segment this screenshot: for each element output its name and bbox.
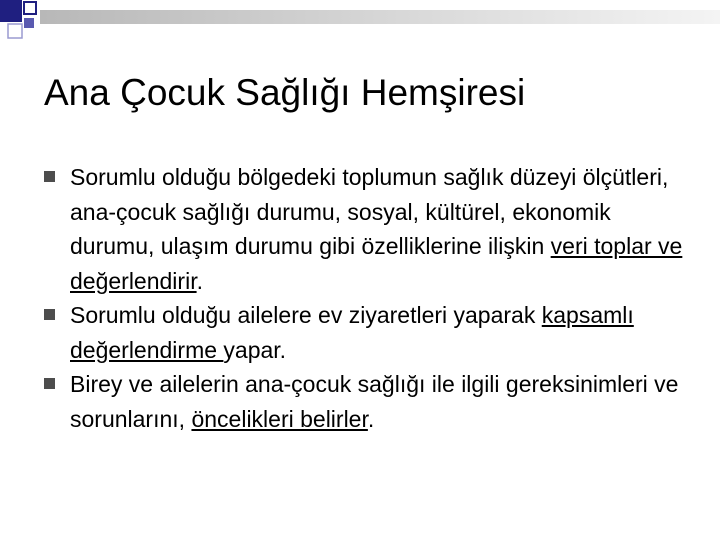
bullet-item (0, 367, 720, 436)
accent-square-small (24, 2, 36, 14)
accent-square-mid (24, 18, 34, 28)
bullet-emphasis: veri toplar ve değerlendirir (70, 233, 683, 294)
bullet-emphasis: kapsamlı değerlendirme (70, 302, 634, 363)
bullet-emphasis: öncelikleri belirler (191, 405, 368, 432)
header-decoration (0, 0, 720, 40)
bullet-text: Sorumlu olduğu ailelere ev ziyaretleri yaparak (70, 302, 542, 328)
accent-square-large (0, 0, 22, 22)
bullet-text: Sorumlu olduğu bölgedeki toplumun sağlık düzeyi ölçütleri, ana-çocuk sağlığı durumu, sosyal, kültürel, ekonomik durumu, ulaşım durumu gibi özelliklerine ilişkin (70, 164, 669, 259)
bullet-square-icon (44, 309, 55, 320)
bullet-text-end: yapar. (223, 336, 287, 363)
bullet-item (0, 160, 720, 298)
header-bar (40, 10, 720, 24)
bullet-text: Birey ve ailelerin ana-çocuk sağlığı ile ilgili gereksinimleri ve sorunlarını, (70, 371, 679, 432)
bullet-square-icon (44, 171, 55, 182)
bullet-text-end: . (367, 405, 375, 432)
bullet-list (0, 160, 720, 436)
bullet-square-icon (44, 378, 55, 389)
bullet-text-end: . (196, 267, 203, 294)
accent-square-light (8, 24, 22, 38)
slide-title: Ana Çocuk Sağlığı Hemşiresi (44, 72, 526, 113)
bullet-item (0, 298, 720, 367)
